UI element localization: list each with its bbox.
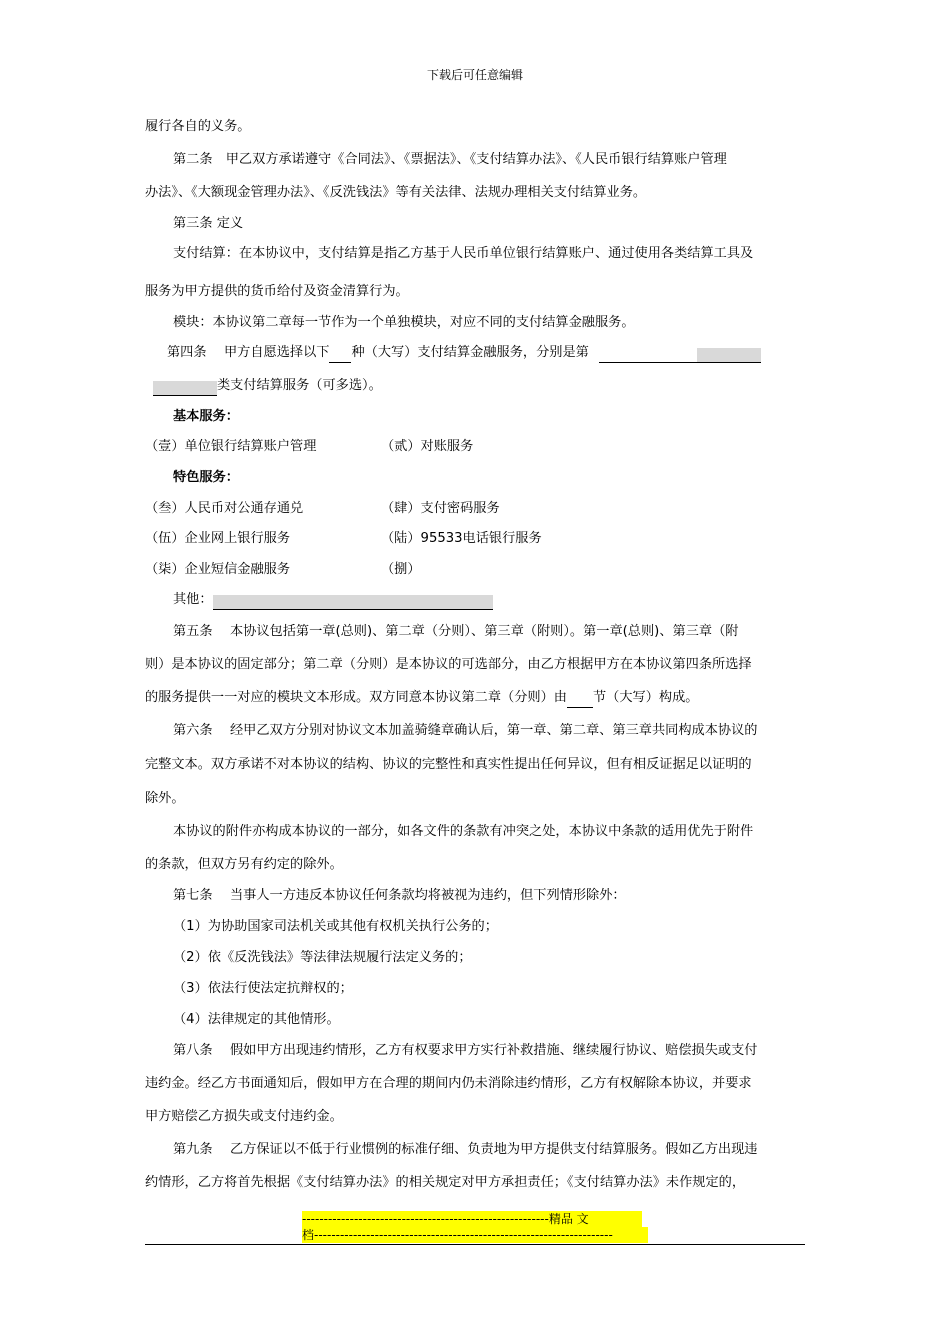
other-label: 其他： [173, 592, 213, 607]
service-choice-field[interactable] [599, 348, 697, 363]
service-item: （叁）人民币对公通存通兑 [145, 501, 304, 516]
article-4-line [167, 343, 761, 363]
service-item: （柒）企业短信金融服务 [145, 562, 291, 577]
footer-rule [145, 1244, 805, 1245]
body-line: 的条款，但双方另有约定的除外。 [145, 857, 343, 872]
article-5-text-2: 节（大写）构成。 [593, 690, 699, 705]
body-line: 履行各自的义务。 [145, 119, 251, 134]
article-4-text-2: 种（大写）支付结算金融服务，分别是第 [351, 345, 589, 360]
article-4-text-3: 类支付结算服务（可多选）。 [217, 378, 382, 393]
body-line: 甲方赔偿乙方损失或支付违约金。 [145, 1109, 343, 1124]
article-9-line: 第九条 乙方保证以不低于行业惯例的标准仔细、负责地为甲方提供支付结算服务。假如乙方出现违 [173, 1142, 758, 1157]
other-services-line [173, 590, 493, 610]
definition-line: 支付结算：在本协议中，支付结算是指乙方基于人民币单位银行结算账户、通过使用各类结算工具及 [173, 246, 754, 261]
service-item: （陆）95533电话银行服务 [381, 531, 542, 546]
article-5-line-3 [145, 688, 699, 708]
exception-item: （4）法律规定的其他情形。 [173, 1012, 340, 1027]
article-7-line: 第七条 当事人一方违反本协议任何条款均将被视为违约，但下列情形除外： [173, 888, 626, 903]
service-choice-field-grey-2[interactable] [153, 381, 217, 396]
exception-item: （2）依《反洗钱法》等法律法规履行法定义务的； [173, 950, 472, 965]
service-item: （壹）单位银行结算账户管理 [145, 439, 317, 454]
article-5-text: 的服务提供一一对应的模块文本形成。双方同意本协议第二章（分则）由 [145, 690, 567, 705]
body-line: 服务为甲方提供的货币给付及资金清算行为。 [145, 284, 409, 299]
other-services-field[interactable] [213, 595, 493, 610]
article-4-line-2 [145, 376, 382, 396]
footer-line-2: 档--------------------------------------------------------------------- [302, 1227, 648, 1243]
section-count-field[interactable] [567, 693, 593, 708]
body-line: 约情形，乙方将首先根据《支付结算办法》的相关规定对甲方承担责任；《支付结算办法》未作规定的， [145, 1175, 746, 1190]
special-services-title: 特色服务： [173, 470, 239, 485]
article-3-title: 第三条 定义 [173, 216, 244, 231]
body-line: 除外。 [145, 791, 185, 806]
exception-item: （1）为协助国家司法机关或其他有权机关执行公务的； [173, 919, 498, 934]
article-4-text: 第四条 甲方自愿选择以下 [167, 345, 330, 360]
body-line: 办法》、《大额现金管理办法》、《反洗钱法》等有关法律、法规办理相关支付结算业务。 [145, 185, 647, 200]
attachment-line: 本协议的附件亦构成本协议的一部分，如各文件的条款有冲突之处，本协议中条款的适用优先于附件 [173, 824, 754, 839]
service-item: （伍）企业网上银行服务 [145, 531, 291, 546]
service-choice-field-grey[interactable] [697, 348, 761, 363]
article-6-line: 第六条 经甲乙双方分别对协议文本加盖骑缝章确认后，第一章、第二章、第三章共同构成本协议的 [173, 723, 758, 738]
service-item: （贰）对账服务 [381, 439, 474, 454]
article-8-line: 第八条 假如甲方出现违约情形，乙方有权要求甲方实行补救措施、继续履行协议、赔偿损失或支付 [173, 1043, 758, 1058]
definition-line: 模块：本协议第二章每一节作为一个单独模块，对应不同的支付结算金融服务。 [173, 315, 635, 330]
basic-services-title: 基本服务： [173, 409, 239, 424]
body-line: 违约金。经乙方书面通知后，假如甲方在合理的期间内仍未消除违约情形，乙方有权解除本协议，并要求 [145, 1076, 752, 1091]
article-5-line: 第五条 本协议包括第一章(总则)、第二章（分则）、第三章（附则）。第一章(总则)、第三章（附 [173, 624, 739, 639]
exception-item: （3）依法行使法定抗辩权的； [173, 981, 353, 996]
article-2-line: 第二条 甲乙双方承诺遵守《合同法》、《票据法》、《支付结算办法》、《人民币银行结算账户管理 [173, 152, 727, 167]
page-header: 下载后可任意编辑 [426, 68, 523, 82]
body-line: 则）是本协议的固定部分；第二章（分则）是本协议的可选部分，由乙方根据甲方在本协议第四条所选择 [145, 657, 752, 672]
body-line: 完整文本。双方承诺不对本协议的结构、协议的完整性和真实性提出任何异议，但有相反证据足以证明的 [145, 757, 752, 772]
service-item: （捌） [381, 562, 421, 577]
service-count-field[interactable] [329, 348, 351, 363]
service-item: （肆）支付密码服务 [381, 501, 500, 516]
footer-line-1: ---------------------------------------------------------精品 文 [302, 1211, 642, 1227]
